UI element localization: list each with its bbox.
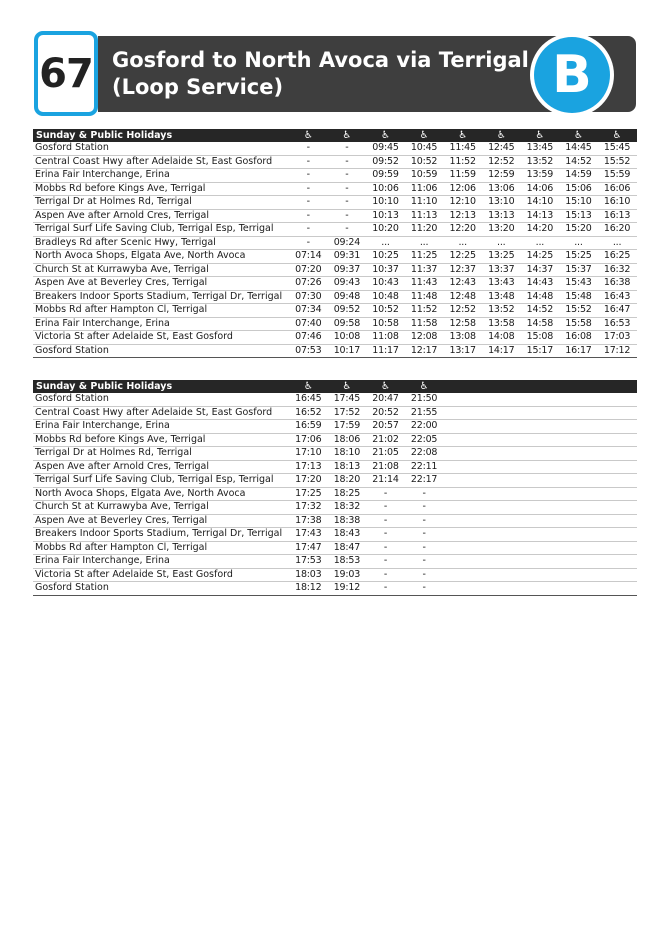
departure-time: 15:52 [565,304,592,315]
departure-time: 17:52 [333,406,361,418]
stop-name: Victoria St after Adelaide St, East Gosford [35,331,233,342]
page-title: Gosford to North Avoca via Terrigal (Loop Service) [112,48,529,99]
departure-time: 14:20 [526,223,554,234]
departure-time: 21:05 [372,447,399,458]
departure-time: 07:26 [295,277,322,288]
wheelchair-accessible-icon: ♿ [419,381,429,392]
timetable-row [33,447,637,461]
departure-time: 16:38 [603,277,631,288]
departure-time: - [345,182,349,194]
departure-time: 12:17 [410,344,438,356]
timetable-row [33,474,637,488]
departure-time: 07:34 [295,304,322,315]
timetable-row [33,434,637,448]
departure-time: 13:45 [526,142,554,153]
departure-time: 13:52 [488,304,515,315]
timetable-row [33,156,637,170]
departure-time: 14:17 [488,344,515,356]
departure-time: 16:59 [295,420,322,431]
departure-time: 17:03 [603,331,631,342]
stop-name: Gosford Station [35,582,109,593]
wheelchair-accessible-icon: ♿ [535,130,545,141]
wheelchair-accessible-icon: ♿ [381,381,390,392]
stop-name: Aspen Ave after Arnold Cres, Terrigal [35,460,210,472]
departure-time: 11:25 [410,250,438,261]
timetable-row [33,237,637,251]
departure-time: - [383,555,388,566]
departure-time: 11:37 [410,263,438,275]
departure-time: - [383,528,388,539]
departure-time: 11:13 [410,209,438,221]
departure-time: 13:08 [449,331,476,342]
departure-time: 13:20 [488,223,515,234]
route-number: 67 [39,50,93,97]
departure-time: 11:45 [449,142,476,153]
departure-time: 18:47 [333,541,361,553]
departure-time: 22:00 [410,420,438,431]
departure-time: 11:20 [410,223,438,234]
departure-time: 16:47 [603,304,631,315]
departure-time: 15:20 [565,223,592,234]
departure-time: - [345,142,349,153]
departure-time: 13:43 [488,277,515,288]
departure-time: - [422,582,426,593]
departure-time: 09:48 [333,290,361,302]
departure-time: 09:52 [333,304,361,315]
timetable-row [33,515,637,529]
departure-time: - [306,155,310,167]
wheelchair-accessible-icon: ♿ [574,130,583,141]
departure-time: 15:58 [565,317,592,329]
timetable-1-rows [33,142,637,358]
departure-time: 13:10 [488,196,515,207]
departure-time: ... [497,236,506,248]
departure-time: - [383,501,388,512]
departure-time: - [306,196,310,207]
departure-time: 15:08 [526,331,554,342]
departure-time: 21:50 [410,393,438,404]
departure-time: 16:53 [603,317,631,329]
stop-name: Erina Fair Interchange, Erina [35,555,170,566]
departure-time: 07:53 [295,344,322,356]
departure-time: 18:20 [333,474,361,485]
departure-time: 18:25 [333,487,361,499]
departure-time: 14:43 [526,277,554,288]
departure-time: 07:30 [295,290,322,302]
stop-name: Victoria St after Adelaide St, East Gosford [35,568,233,580]
departure-time: - [306,142,310,153]
timetable-row [33,542,637,556]
departure-time: 12:48 [449,290,476,302]
departure-time: 18:43 [333,528,361,539]
departure-time: 17:47 [295,541,322,553]
wheelchair-accessible-icon: ♿ [419,130,429,141]
departure-time: - [383,487,388,499]
departure-time: 16:13 [603,209,631,221]
stop-name: Breakers Indoor Sports Stadium, Terrigal Dr, Terrigal [35,290,283,302]
departure-time: 10:37 [372,263,399,275]
stop-name: Mobbs Rd before Kings Ave, Terrigal [35,182,206,194]
departure-time: - [422,541,426,553]
departure-time: ... [535,236,545,248]
departure-time: 15:52 [603,155,631,167]
departure-time: 21:14 [372,474,399,485]
departure-time: 14:13 [526,209,554,221]
departure-time: - [306,182,310,194]
timetable-2-header [33,380,637,393]
departure-time: 11:17 [372,344,399,356]
route-badge [530,33,614,117]
wheelchair-accessible-icon: ♿ [381,130,390,141]
departure-time: 09:45 [372,142,399,153]
departure-time: 14:45 [565,142,592,153]
timetable-2-rows [33,393,637,596]
stop-name: Aspen Ave after Arnold Cres, Terrigal [35,209,210,221]
wheelchair-accessible-icon: ♿ [342,381,352,392]
departure-time: 10:43 [372,277,399,288]
departure-time: ... [381,236,390,248]
timetable-row [33,264,637,278]
stop-name: Breakers Indoor Sports Stadium, Terrigal Dr, Terrigal [35,528,283,539]
timetable-row [33,183,637,197]
departure-time: 16:17 [565,344,592,356]
timetable-row [33,304,637,318]
departure-time: - [345,209,349,221]
departure-time: 13:13 [488,209,515,221]
timetable-2-heading: Sunday & Public Holidays [36,381,173,392]
stop-name: Mobbs Rd after Hampton Cl, Terrigal [35,541,208,553]
departure-time: - [306,223,310,234]
departure-time: 14:52 [565,155,592,167]
departure-time: 10:25 [372,250,399,261]
departure-time: - [306,236,310,248]
departure-time: 17:32 [295,501,322,512]
timetable-row [33,582,637,596]
departure-time: 17:43 [295,528,322,539]
departure-time: 22:05 [410,433,438,445]
departure-time: 09:59 [372,169,399,180]
departure-time: 14:10 [526,196,554,207]
stop-name: Church St at Kurrawyba Ave, Terrigal [35,501,209,512]
stop-name: Erina Fair Interchange, Erina [35,317,170,329]
departure-time: 17:25 [295,487,322,499]
departure-time: 12:58 [449,317,476,329]
departure-time: 20:47 [372,393,399,404]
timetable-row [33,318,637,332]
timetable-row [33,142,637,156]
stop-name: Bradleys Rd after Scenic Hwy, Terrigal [35,236,216,248]
departure-time: 07:20 [295,263,322,275]
departure-time: 10:17 [333,344,361,356]
departure-time: 17:10 [295,447,322,458]
departure-time: 11:52 [410,304,438,315]
stop-name: Central Coast Hwy after Adelaide St, East Gosford [35,155,273,167]
departure-time: 17:38 [295,514,322,526]
departure-time: - [383,568,388,580]
departure-time: 12:45 [488,142,515,153]
wheelchair-accessible-icon: ♿ [303,381,313,392]
departure-time: - [422,501,426,512]
timetable-2 [33,380,637,596]
departure-time: 11:52 [449,155,476,167]
timetable-row [33,555,637,569]
departure-time: - [345,223,349,234]
route-badge-letter: B [552,45,592,105]
departure-time: 15:25 [565,250,592,261]
departure-time: 20:57 [372,420,399,431]
departure-time: 10:58 [372,317,399,329]
departure-time: - [306,209,310,221]
departure-time: 17:59 [333,420,361,431]
timetable-row [33,569,637,583]
wheelchair-accessible-icon: ♿ [612,130,622,141]
departure-time: 22:11 [410,460,438,472]
stop-name: Terrigal Surf Life Saving Club, Terrigal Esp, Terrigal [35,474,274,485]
departure-time: 13:25 [488,250,515,261]
departure-time: 15:37 [565,263,592,275]
wheelchair-accessible-icon: ♿ [496,130,506,141]
timetable-row [33,501,637,515]
departure-time: 14:58 [526,317,554,329]
stop-name: Aspen Ave at Beverley Cres, Terrigal [35,514,208,526]
departure-time: 13:59 [526,169,554,180]
wheelchair-accessible-icon: ♿ [458,130,468,141]
stop-name: Terrigal Dr at Holmes Rd, Terrigal [35,447,192,458]
departure-time: 12:08 [410,331,438,342]
route-badge-circle [534,37,610,113]
timetable-row [33,250,637,264]
departure-time: 18:12 [295,582,322,593]
departure-time: 18:03 [295,568,322,580]
departure-time: - [383,541,388,553]
departure-time: 12:06 [449,182,476,194]
timetable-1-heading: Sunday & Public Holidays [36,130,173,141]
departure-time: 22:08 [410,447,438,458]
stop-name: Gosford Station [35,344,109,356]
departure-time: 19:03 [333,568,361,580]
departure-time: - [422,528,426,539]
timetable-row [33,393,637,407]
departure-time: 18:38 [333,514,361,526]
departure-time: 10:06 [372,182,399,194]
departure-time: 15:06 [565,182,592,194]
departure-time: 12:52 [449,304,476,315]
timetable-row [33,528,637,542]
departure-time: 14:25 [526,250,554,261]
stop-name: Church St at Kurrawyba Ave, Terrigal [35,263,209,275]
departure-time: 17:06 [295,433,322,445]
departure-time: 17:20 [295,474,322,485]
departure-time: 15:45 [603,142,631,153]
departure-time: 15:43 [565,277,592,288]
timetable-row [33,420,637,434]
departure-time: 11:43 [410,277,438,288]
departure-time: 11:58 [410,317,438,329]
stop-name: Terrigal Dr at Holmes Rd, Terrigal [35,196,192,207]
departure-time: 12:59 [488,169,515,180]
departure-time: 10:45 [410,142,438,153]
departure-time: - [422,568,426,580]
departure-time: 14:37 [526,263,554,275]
departure-time: ... [419,236,429,248]
departure-time: - [345,196,349,207]
stop-name: North Avoca Shops, Elgata Ave, North Avoca [35,487,246,499]
departure-time: 13:58 [488,317,515,329]
departure-time: 12:52 [488,155,515,167]
departure-time: ... [458,236,467,248]
departure-time: 07:40 [295,317,322,329]
departure-time: 22:17 [410,474,438,485]
departure-time: 13:37 [488,263,515,275]
departure-time: 13:48 [488,290,515,302]
departure-time: 12:10 [449,196,476,207]
departure-time: 11:08 [372,331,399,342]
timetable-row [33,488,637,502]
departure-time: 14:52 [526,304,554,315]
timetable-row [33,277,637,291]
departure-time: 09:58 [333,317,361,329]
departure-time: 09:37 [333,263,361,275]
departure-time: 12:13 [449,209,476,221]
departure-time: 07:46 [295,331,322,342]
timetable-row [33,169,637,183]
departure-time: 12:25 [449,250,476,261]
departure-time: 12:43 [449,277,476,288]
departure-time: 11:06 [410,182,438,194]
departure-time: 10:59 [410,169,438,180]
stop-name: Central Coast Hwy after Adelaide St, East Gosford [35,406,273,418]
departure-time: 14:06 [526,182,554,194]
departure-time: 17:45 [333,393,361,404]
departure-time: 12:20 [449,223,476,234]
departure-time: 13:06 [488,182,515,194]
departure-time: - [345,169,349,180]
departure-time: 18:10 [333,447,361,458]
departure-time: 17:13 [295,460,322,472]
departure-time: 10:52 [372,304,399,315]
timetable-row [33,223,637,237]
route-number-box [34,31,98,116]
departure-time: - [345,155,349,167]
stop-name: Erina Fair Interchange, Erina [35,169,170,180]
departure-time: 21:08 [372,460,399,472]
departure-time: 16:25 [603,250,631,261]
departure-time: - [422,487,426,499]
departure-time: 17:12 [603,344,631,356]
departure-time: 16:43 [603,290,631,302]
timetable-row [33,331,637,345]
stop-name: Mobbs Rd before Kings Ave, Terrigal [35,433,206,445]
departure-time: 18:53 [333,555,361,566]
timetable-row [33,291,637,305]
departure-time: 10:20 [372,223,399,234]
departure-time: - [383,514,388,526]
departure-time: - [422,514,426,526]
departure-time: 15:17 [526,344,554,356]
timetable-row [33,345,637,359]
timetable-row [33,196,637,210]
departure-time: 16:08 [565,331,592,342]
departure-time: - [422,555,426,566]
stop-name: Terrigal Surf Life Saving Club, Terrigal Esp, Terrigal [35,223,274,234]
departure-time: 16:45 [295,393,322,404]
departure-time: 20:52 [372,406,399,418]
departure-time: ... [612,236,622,248]
departure-time: - [383,582,388,593]
departure-time: 15:13 [565,209,592,221]
departure-time: 21:55 [410,406,438,418]
departure-time: 12:37 [449,263,476,275]
departure-time: 16:10 [603,196,631,207]
departure-time: 19:12 [333,582,361,593]
timetable-1-header [33,129,637,142]
wheelchair-accessible-icon: ♿ [303,130,313,141]
departure-time: ... [574,236,583,248]
departure-time: 14:08 [488,331,515,342]
departure-time: 18:32 [333,501,361,512]
departure-time: 14:48 [526,290,554,302]
departure-time: 10:48 [372,290,399,302]
timetable-row [33,210,637,224]
departure-time: 10:08 [333,331,361,342]
departure-time: 10:52 [410,155,438,167]
departure-time: 18:06 [333,433,361,445]
departure-time: 17:53 [295,555,322,566]
departure-time: 10:10 [372,196,399,207]
stop-name: North Avoca Shops, Elgata Ave, North Avoca [35,250,246,261]
stop-name: Mobbs Rd after Hampton Cl, Terrigal [35,304,208,315]
departure-time: 16:20 [603,223,631,234]
departure-time: 15:48 [565,290,592,302]
stop-name: Gosford Station [35,142,109,153]
wheelchair-accessible-icon: ♿ [342,130,352,141]
departure-time: 14:59 [565,169,592,180]
departure-time: 11:59 [449,169,476,180]
departure-time: 09:31 [333,250,361,261]
stop-name: Aspen Ave at Beverley Cres, Terrigal [35,277,208,288]
departure-time: 09:52 [372,155,399,167]
departure-time: 16:32 [603,263,631,275]
departure-time: 16:52 [295,406,322,418]
timetable-1 [33,129,637,358]
departure-time: 15:10 [565,196,592,207]
departure-time: 13:52 [526,155,554,167]
departure-time: 13:17 [449,344,476,356]
departure-time: 15:59 [603,169,631,180]
stop-name: Gosford Station [35,393,109,404]
departure-time: 07:14 [295,250,322,261]
departure-time: 16:06 [603,182,631,194]
departure-time: 11:48 [410,290,438,302]
departure-time: 11:10 [410,196,438,207]
departure-time: 09:43 [333,277,361,288]
timetable-row [33,407,637,421]
departure-time: 21:02 [372,433,399,445]
stop-name: Erina Fair Interchange, Erina [35,420,170,431]
departure-time: 10:13 [372,209,399,221]
timetable-row [33,461,637,475]
departure-time: 18:13 [333,460,361,472]
departure-time: 09:24 [333,236,361,248]
departure-time: - [306,169,310,180]
